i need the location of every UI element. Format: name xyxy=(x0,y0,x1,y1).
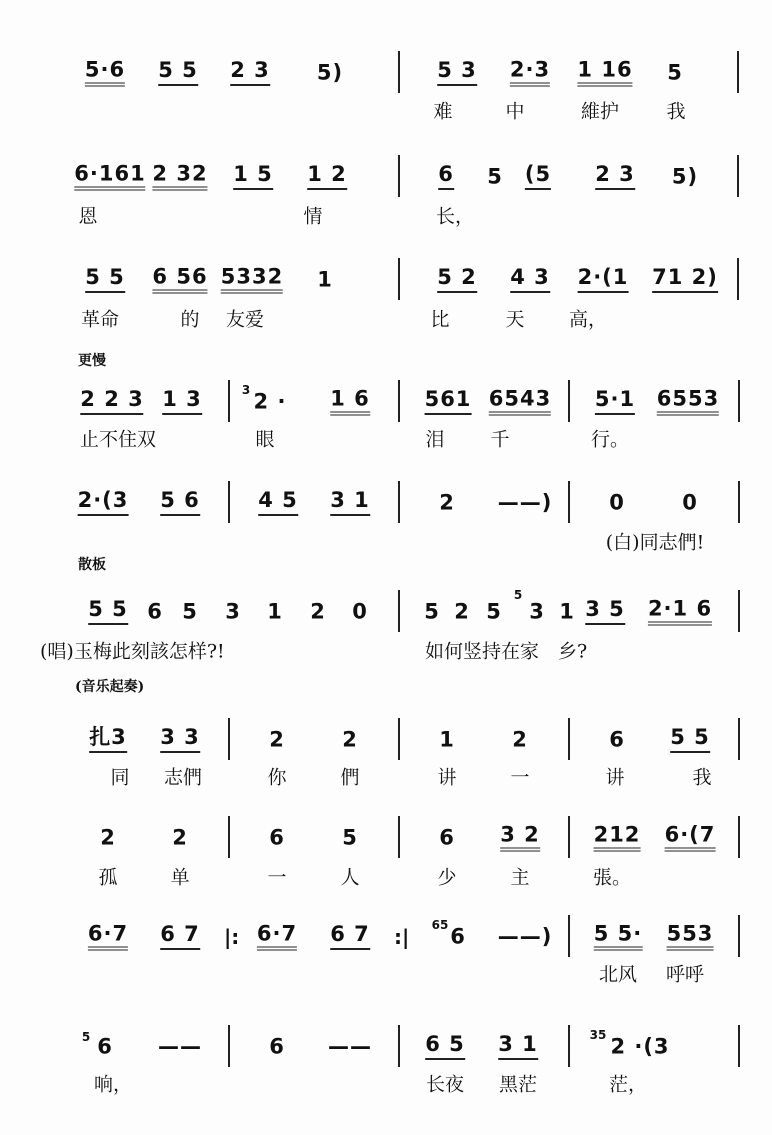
lyric: 呼呼 xyxy=(665,963,705,986)
note-group: 5) xyxy=(316,60,344,85)
lyric: 我 xyxy=(666,100,686,123)
note-group: ——) xyxy=(497,924,553,949)
note-group: 2 xyxy=(100,825,116,850)
lyric: 們 xyxy=(340,766,360,789)
barline xyxy=(738,915,740,957)
note-group: 5 5 xyxy=(88,599,128,625)
lyric: 北风 xyxy=(598,963,638,986)
lyric: 張。 xyxy=(592,866,632,889)
barline xyxy=(228,481,230,523)
note-group: 553 xyxy=(667,924,714,951)
note-group: 6·7 xyxy=(257,924,297,951)
note-group: 扎3 xyxy=(89,727,127,753)
lyric: 天 xyxy=(505,308,525,331)
note-group: 71 2) xyxy=(652,267,718,293)
lyric: 中 xyxy=(505,100,525,123)
note-group: 6 xyxy=(269,825,285,850)
note-group: 6 5 xyxy=(425,1034,465,1060)
barline xyxy=(737,258,739,300)
note-group: 5·1 xyxy=(595,389,635,415)
note-group: 5 5 xyxy=(158,60,198,86)
barline xyxy=(398,590,400,632)
tempo-marking: 更慢 xyxy=(78,353,106,369)
barline xyxy=(738,590,740,632)
note-group: 1 3 xyxy=(162,389,202,415)
lyric: 一 xyxy=(510,766,530,789)
note-group: 2 xyxy=(269,727,285,752)
lyric: 少 xyxy=(437,866,457,889)
grace-note: 5 xyxy=(81,1030,91,1044)
note-group: 5·6 xyxy=(85,60,125,87)
note-group: 212 xyxy=(594,825,641,852)
lyric: 长夜 xyxy=(425,1073,465,1096)
lyric: 行。 xyxy=(590,428,630,451)
lyric: 难 xyxy=(433,100,453,123)
note-group: 1 xyxy=(267,599,283,624)
grace-note: 35 xyxy=(589,1028,607,1042)
note-group: 5 xyxy=(342,825,358,850)
note-group: ——) xyxy=(497,490,553,515)
note-group: 5332 xyxy=(221,267,283,294)
lyric: 主 xyxy=(510,866,530,889)
note-group: 6 xyxy=(609,727,625,752)
note-group: 2 xyxy=(439,490,455,515)
note-group: 6 xyxy=(439,825,455,850)
note-group: 0 xyxy=(682,490,698,515)
lyric: 維护 xyxy=(580,100,620,123)
repeat-sign: :| xyxy=(394,925,410,949)
barline xyxy=(228,1025,230,1067)
lyric: 讲 xyxy=(605,766,625,789)
grace-note: 5 xyxy=(513,588,523,602)
lyric: (唱)玉梅此刻該怎样?! xyxy=(40,640,225,663)
lyric: 你 xyxy=(267,766,287,789)
lyric: 人 xyxy=(340,866,360,889)
note-group: 6553 xyxy=(657,389,719,416)
note-group: 2·1 6 xyxy=(648,599,712,626)
barline xyxy=(738,1025,740,1067)
note-group: 6 7 xyxy=(330,924,370,950)
barline xyxy=(398,1025,400,1067)
note-group: 5 xyxy=(486,599,502,624)
note-group: 2·3 xyxy=(510,60,550,87)
lyric: 志們 xyxy=(163,766,203,789)
note-group: 2 xyxy=(454,599,470,624)
note-group: 3 xyxy=(529,599,545,624)
note-group: 5 5 xyxy=(85,267,125,293)
note-group: 2 ·(3 xyxy=(610,1034,670,1059)
note-group: 1 5 xyxy=(233,164,273,190)
lyric: 单 xyxy=(170,866,190,889)
barline xyxy=(568,1025,570,1067)
lyric: 友爱 xyxy=(225,308,265,331)
note-group: 2 xyxy=(342,727,358,752)
lyric: (白)同志們! xyxy=(605,531,705,554)
note-group: 2·(1 xyxy=(578,267,629,293)
lyric: 恩 xyxy=(78,205,98,228)
note-group: 0 xyxy=(609,490,625,515)
note-group: 1 xyxy=(559,599,575,624)
lyric: 我 xyxy=(692,766,712,789)
note-group: 4 3 xyxy=(510,267,550,293)
lyric: 茫， xyxy=(608,1073,648,1096)
note-group: 1 6 xyxy=(330,389,370,416)
note-group: 2 32 xyxy=(152,164,207,191)
note-group: 5 2 xyxy=(437,267,477,293)
barline xyxy=(398,380,400,422)
lyric: 一 xyxy=(267,866,287,889)
note-group: 5 6 xyxy=(160,490,200,516)
note-group: 6·7 xyxy=(88,924,128,951)
note-group: (5 xyxy=(525,164,551,190)
barline xyxy=(228,380,230,422)
note-group: 5 xyxy=(667,60,683,85)
note-group: 5 xyxy=(182,599,198,624)
note-group: 5 xyxy=(487,164,503,189)
barline xyxy=(738,481,740,523)
lyric: 情 xyxy=(303,205,323,228)
lyric: 同 xyxy=(110,766,130,789)
note-group: 6 7 xyxy=(160,924,200,950)
tempo-marking: (音乐起奏) xyxy=(75,679,145,695)
note-group: 2 3 xyxy=(595,164,635,190)
note-group: 3 3 xyxy=(160,727,200,753)
note-group: 5 xyxy=(424,599,440,624)
lyric: 讲 xyxy=(437,766,457,789)
note-group: 5 5· xyxy=(594,924,643,951)
lyric: 眼 xyxy=(255,428,275,451)
note-group: 6543 xyxy=(489,389,551,416)
lyric: 长， xyxy=(435,205,475,228)
barline xyxy=(737,155,739,197)
barline xyxy=(738,380,740,422)
note-group: 6 xyxy=(97,1034,113,1059)
note-group: 1 xyxy=(439,727,455,752)
lyric: 革命 xyxy=(80,308,120,331)
tempo-marking: 散板 xyxy=(78,557,106,573)
lyric: 的 xyxy=(180,308,200,331)
note-group: 1 2 xyxy=(307,164,347,190)
note-group: 6·(7 xyxy=(665,825,716,852)
note-group: 3 1 xyxy=(498,1034,538,1060)
lyric: 响， xyxy=(93,1073,133,1096)
lyric: 千 xyxy=(490,428,510,451)
lyric: 比 xyxy=(430,308,450,331)
barline xyxy=(568,915,570,957)
note-group: 5) xyxy=(671,164,699,189)
lyric: 孤 xyxy=(98,866,118,889)
note-group: 2 3 xyxy=(230,60,270,86)
barline xyxy=(738,816,740,858)
barline xyxy=(398,816,400,858)
lyric: 止不住双 xyxy=(80,428,157,451)
barline xyxy=(568,481,570,523)
note-group: 5 5 xyxy=(670,727,710,753)
barline xyxy=(568,718,570,760)
barline xyxy=(568,380,570,422)
barline xyxy=(398,258,400,300)
note-group: 1 xyxy=(317,267,333,292)
note-group: 1 16 xyxy=(577,60,632,87)
note-group: 6 xyxy=(438,164,454,190)
barline xyxy=(398,718,400,760)
note-group: 2·(3 xyxy=(78,490,129,516)
note-group: —— xyxy=(328,1034,372,1059)
lyric: 如何竖持在家 乡? xyxy=(425,640,588,663)
lyric: 黑茫 xyxy=(498,1073,538,1096)
grace-note: 65 xyxy=(431,918,449,932)
barline xyxy=(737,51,739,93)
note-group: 6 xyxy=(450,924,466,949)
note-group: 561 xyxy=(425,389,472,415)
note-group: 6 56 xyxy=(152,267,207,294)
barline xyxy=(228,718,230,760)
barline xyxy=(568,816,570,858)
note-group: 3 5 xyxy=(585,599,625,625)
note-group: 3 xyxy=(225,599,241,624)
note-group: —— xyxy=(158,1034,202,1059)
lyric: 泪 xyxy=(425,428,445,451)
note-group: 2 xyxy=(512,727,528,752)
note-group: 6 xyxy=(147,599,163,624)
note-group: 5 3 xyxy=(437,60,477,86)
barline xyxy=(228,816,230,858)
note-group: 3 2 xyxy=(500,825,540,852)
note-group: 4 5 xyxy=(258,490,298,516)
note-group: 0 xyxy=(352,599,368,624)
note-group: 2 2 3 xyxy=(80,389,143,415)
barline xyxy=(738,718,740,760)
repeat-sign: |: xyxy=(224,925,240,949)
note-group: 6·161 xyxy=(74,164,145,191)
barline xyxy=(398,155,400,197)
note-group: 2 xyxy=(310,599,326,624)
lyric: 高， xyxy=(568,308,608,331)
note-group: 2 · xyxy=(253,389,287,414)
barline xyxy=(398,51,400,93)
note-group: 2 xyxy=(172,825,188,850)
note-group: 3 1 xyxy=(330,490,370,516)
grace-note: 3 xyxy=(241,383,251,397)
barline xyxy=(398,481,400,523)
note-group: 6 xyxy=(269,1034,285,1059)
